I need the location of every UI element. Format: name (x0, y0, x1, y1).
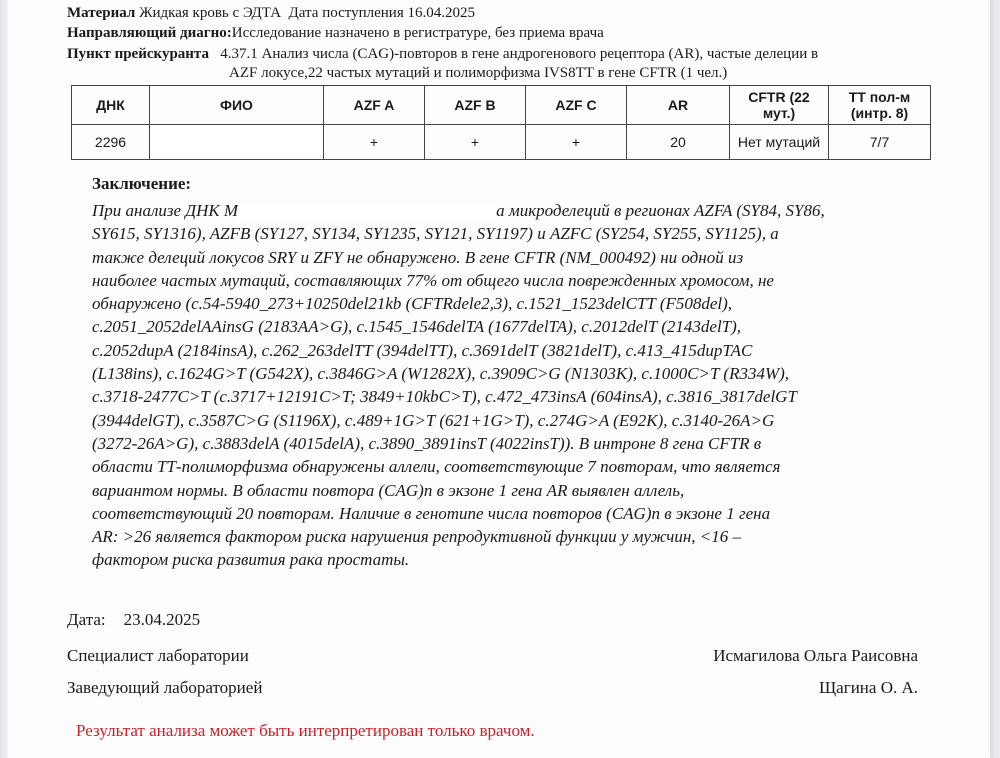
table-header-row (72, 86, 931, 125)
redacted-region (238, 203, 496, 221)
col-cftr (730, 86, 829, 125)
col-tt-line1: ТТ пол-м (848, 89, 911, 105)
received-label: Дата поступления (288, 5, 404, 21)
price-item-text-1: 4.37.1 Анализ числа (CAG)-повторов в гене андрогенового рецептора (AR), частые делеции в (220, 46, 819, 62)
conclusion-line (92, 199, 932, 222)
conclusion-title: Заключение: (92, 174, 192, 193)
conclusion-line-start: При анализе ДНК М (92, 201, 239, 220)
referral-line (67, 24, 604, 42)
conclusion-line: c.3718-2477C>T (c.3717+12191C>T; 3849+10kbC>T), c.472_473insA (604insA), c.3816_3817delGT (92, 387, 797, 407)
conclusion-line: c.2051_2052delAAinsG (2183AA>G), c.1545_1546delTA (1677delTA), c.2012delT (2143delT), (92, 317, 742, 337)
conclusion-line-end: а микроделеций в регионах AZFA (SY84, SY86, (496, 201, 825, 220)
col-cftr-line1: CFTR (22 (748, 89, 810, 105)
col-azf-c: AZF C (526, 86, 627, 125)
conclusion-line: обнаружено (c.54-5940_273+10250del21kb (CFTRdele2,3), c.1521_1523delCTT (F508del), (92, 294, 733, 314)
cell-tt: 7/7 (829, 125, 931, 160)
col-ar: AR (627, 86, 730, 125)
conclusion-text (92, 199, 932, 572)
table-row (72, 125, 931, 160)
referral-value: Исследование назначено в регистратуре, без приема врача (231, 25, 604, 41)
results-table (71, 85, 931, 160)
conclusion-line: (3944delGT), c.3587C>G (S1196X), c.489+1G>T (621+1G>T), c.274G>A (E92K), c.3140-26A>G (92, 410, 775, 430)
date-label: Дата: (67, 610, 106, 629)
conclusion-line: SY615, SY1316), AZFB (SY127, SY134, SY1235, SY121, SY1197) и AZFC (SY254, SY255, SY1125), а (92, 224, 779, 244)
conclusion-line: фактором риска развития рака простаты. (92, 550, 410, 570)
material-label: Материал (67, 5, 136, 21)
cell-dnk: 2296 (72, 125, 150, 160)
col-azf-a: AZF A (324, 86, 425, 125)
cell-azf-a: + (324, 125, 425, 160)
cell-azf-b: + (425, 125, 526, 160)
cell-fio-redacted (150, 125, 324, 160)
result-date-row (67, 610, 200, 630)
col-azf-b: AZF B (425, 86, 526, 125)
conclusion-line: также делеций локусов SRY и ZFY не обнаружено. В гене CFTR (NM_000492) ни одной из (92, 247, 744, 267)
col-dnk: ДНК (72, 86, 150, 125)
col-cftr-line2: мут.) (762, 105, 796, 121)
price-item-line (67, 45, 818, 63)
conclusion-line: (3272-26A>G), c.3883delA (4015delA), c.3890_3891insT (4022insT)). В интроне 8 гена CFTR в (92, 433, 762, 453)
specialist-label: Специалист лаборатории (67, 646, 249, 665)
cell-ar: 20 (627, 125, 730, 160)
price-item-text-2: AZF локусе,22 частых мутаций и полиморфизма IVS8TT в гене CFTR (1 чел.) (229, 65, 728, 81)
price-item-label: Пункт прейскуранта (67, 46, 209, 62)
head-label: Заведующий лабораторией (67, 678, 263, 697)
cell-azf-c: + (526, 125, 627, 160)
conclusion-line: вариантом нормы. В области повтора (CAG)n в экзоне 1 гена AR выявлен аллель, (92, 480, 685, 500)
col-tt-polymorphism (829, 86, 931, 125)
cell-cftr: Нет мутаций (730, 125, 829, 160)
received-date: 16.04.2025 (407, 5, 475, 21)
material-line (67, 4, 475, 22)
interpretation-warning: Результат анализа может быть интерпретирован только врачом. (76, 721, 535, 740)
head-name: Щагина О. А. (819, 678, 918, 697)
specialist-name: Исмагилова Ольга Раисовна (713, 646, 918, 665)
conclusion-line: соответствующий 20 повторам. Наличие в генотипе числа повторов (CAG)n в экзоне 1 гена (92, 503, 771, 523)
conclusion-line: области ТТ-полиморфизма обнаружены аллели, соответствующие 7 повторам, что является (92, 457, 781, 477)
referral-label: Направляющий диагно: (67, 25, 232, 41)
conclusion-line: c.2052dupA (2184insA), c.262_263delTT (394delTT), c.3691delT (3821delT), c.413_415dupTAC (92, 340, 753, 360)
conclusion-line: (L138ins), c.1624G>T (G542X), c.3846G>A (W1282X), c.3909C>G (N1303K), c.1000C>T (R334W), (92, 364, 790, 384)
date-value: 23.04.2025 (123, 610, 201, 629)
col-tt-line2: (интр. 8) (850, 105, 909, 121)
conclusion-line: наиболее частых мутаций, составляющих 77% от общего числа поврежденных хромосом, не (92, 270, 774, 290)
col-fio: ФИО (150, 86, 324, 125)
material-value: Жидкая кровь с ЭДТА (139, 5, 282, 21)
conclusion-line: AR: >26 является фактором риска нарушения репродуктивной функции у мужчин, <16 – (92, 527, 741, 547)
